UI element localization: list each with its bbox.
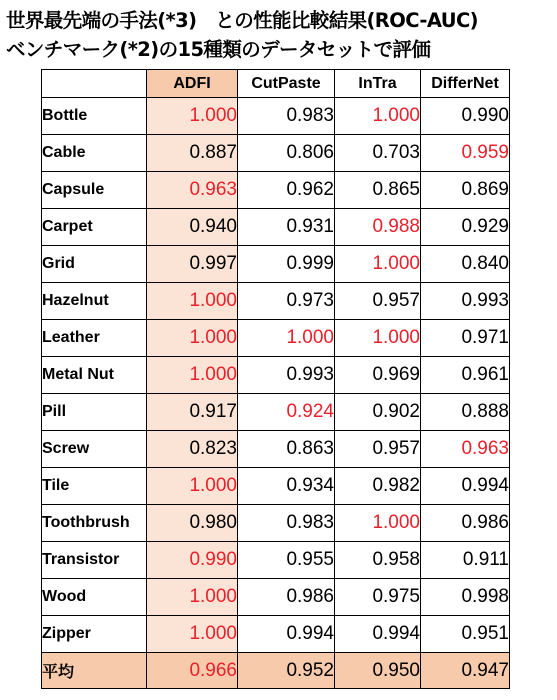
average-row	[42, 653, 510, 689]
value-cell-cutpaste: 0.999	[238, 246, 335, 283]
row-name: Tile	[42, 468, 147, 505]
row-name: Transistor	[42, 542, 147, 579]
header-corner-cell	[42, 70, 147, 98]
value-cell-cutpaste: 0.934	[238, 468, 335, 505]
value-cell-intra: 1.000	[335, 98, 421, 135]
table-row	[42, 246, 510, 283]
table-row	[42, 209, 510, 246]
value-cell-differnet: 0.911	[421, 542, 510, 579]
value-cell-cutpaste: 0.931	[238, 209, 335, 246]
value-cell-cutpaste: 0.962	[238, 172, 335, 209]
value-cell-adfi: 0.887	[147, 135, 238, 172]
row-name: Carpet	[42, 209, 147, 246]
table-body	[42, 98, 510, 689]
value-cell-intra: 0.902	[335, 394, 421, 431]
value-cell-differnet: 0.971	[421, 320, 510, 357]
average-label: 平均	[42, 653, 147, 689]
value-cell-cutpaste: 0.986	[238, 579, 335, 616]
row-name: Grid	[42, 246, 147, 283]
row-name: Capsule	[42, 172, 147, 209]
value-cell-differnet: 0.947	[421, 653, 510, 689]
row-name: Cable	[42, 135, 147, 172]
value-cell-differnet: 0.959	[421, 135, 510, 172]
row-name: Leather	[42, 320, 147, 357]
row-name: Metal Nut	[42, 357, 147, 394]
table-row	[42, 468, 510, 505]
value-cell-differnet: 0.840	[421, 246, 510, 283]
value-cell-adfi: 0.917	[147, 394, 238, 431]
value-cell-intra: 0.957	[335, 431, 421, 468]
value-cell-adfi: 0.823	[147, 431, 238, 468]
value-cell-differnet: 0.963	[421, 431, 510, 468]
value-cell-adfi: 0.963	[147, 172, 238, 209]
title-block	[6, 6, 554, 64]
value-cell-differnet: 0.994	[421, 468, 510, 505]
value-cell-cutpaste: 0.952	[238, 653, 335, 689]
value-cell-differnet: 0.888	[421, 394, 510, 431]
value-cell-differnet: 0.998	[421, 579, 510, 616]
value-cell-differnet: 0.869	[421, 172, 510, 209]
header-row	[42, 70, 510, 98]
value-cell-cutpaste: 0.806	[238, 135, 335, 172]
table-row	[42, 579, 510, 616]
value-cell-cutpaste: 1.000	[238, 320, 335, 357]
value-cell-intra: 0.958	[335, 542, 421, 579]
column-header-differnet: DifferNet	[421, 70, 510, 98]
column-header-cutpaste: CutPaste	[238, 70, 335, 98]
value-cell-adfi: 1.000	[147, 98, 238, 135]
row-name: Hazelnut	[42, 283, 147, 320]
row-name: Toothbrush	[42, 505, 147, 542]
table-row	[42, 320, 510, 357]
value-cell-intra: 0.982	[335, 468, 421, 505]
value-cell-intra: 0.950	[335, 653, 421, 689]
value-cell-cutpaste: 0.994	[238, 616, 335, 653]
row-name: Wood	[42, 579, 147, 616]
value-cell-adfi: 1.000	[147, 468, 238, 505]
table-row	[42, 616, 510, 653]
value-cell-intra: 0.969	[335, 357, 421, 394]
value-cell-adfi: 0.940	[147, 209, 238, 246]
value-cell-adfi: 1.000	[147, 616, 238, 653]
title-line-1: 世界最先端の手法(*3) との性能比較結果(ROC-AUC)	[6, 9, 478, 32]
value-cell-differnet: 0.951	[421, 616, 510, 653]
value-cell-adfi: 1.000	[147, 579, 238, 616]
table-row	[42, 357, 510, 394]
value-cell-intra: 1.000	[335, 320, 421, 357]
value-cell-differnet: 0.929	[421, 209, 510, 246]
value-cell-intra: 0.703	[335, 135, 421, 172]
value-cell-cutpaste: 0.863	[238, 431, 335, 468]
value-cell-intra: 0.988	[335, 209, 421, 246]
value-cell-differnet: 0.990	[421, 98, 510, 135]
value-cell-adfi: 0.980	[147, 505, 238, 542]
value-cell-intra: 0.957	[335, 283, 421, 320]
value-cell-adfi: 1.000	[147, 320, 238, 357]
value-cell-adfi: 1.000	[147, 357, 238, 394]
table-row	[42, 394, 510, 431]
row-name: Screw	[42, 431, 147, 468]
value-cell-cutpaste: 0.955	[238, 542, 335, 579]
value-cell-cutpaste: 0.983	[238, 98, 335, 135]
column-header-adfi: ADFI	[147, 70, 238, 98]
row-name: Bottle	[42, 98, 147, 135]
value-cell-intra: 0.994	[335, 616, 421, 653]
value-cell-intra: 1.000	[335, 505, 421, 542]
title-line-2: ベンチマーク(*2)の15種類のデータセットで評価	[6, 38, 431, 61]
value-cell-adfi: 0.997	[147, 246, 238, 283]
table-row	[42, 98, 510, 135]
value-cell-intra: 1.000	[335, 246, 421, 283]
value-cell-intra: 0.865	[335, 172, 421, 209]
table-row	[42, 172, 510, 209]
table-row	[42, 135, 510, 172]
table-row	[42, 542, 510, 579]
value-cell-adfi: 1.000	[147, 283, 238, 320]
value-cell-cutpaste: 0.924	[238, 394, 335, 431]
value-cell-cutpaste: 0.983	[238, 505, 335, 542]
table-row	[42, 431, 510, 468]
value-cell-differnet: 0.993	[421, 283, 510, 320]
value-cell-adfi: 0.990	[147, 542, 238, 579]
value-cell-cutpaste: 0.973	[238, 283, 335, 320]
table-row	[42, 505, 510, 542]
row-name: Zipper	[42, 616, 147, 653]
table-row	[42, 283, 510, 320]
column-header-intra: InTra	[335, 70, 421, 98]
value-cell-intra: 0.975	[335, 579, 421, 616]
benchmark-table	[41, 69, 510, 689]
value-cell-cutpaste: 0.993	[238, 357, 335, 394]
value-cell-differnet: 0.961	[421, 357, 510, 394]
row-name: Pill	[42, 394, 147, 431]
value-cell-adfi: 0.966	[147, 653, 238, 689]
value-cell-differnet: 0.986	[421, 505, 510, 542]
